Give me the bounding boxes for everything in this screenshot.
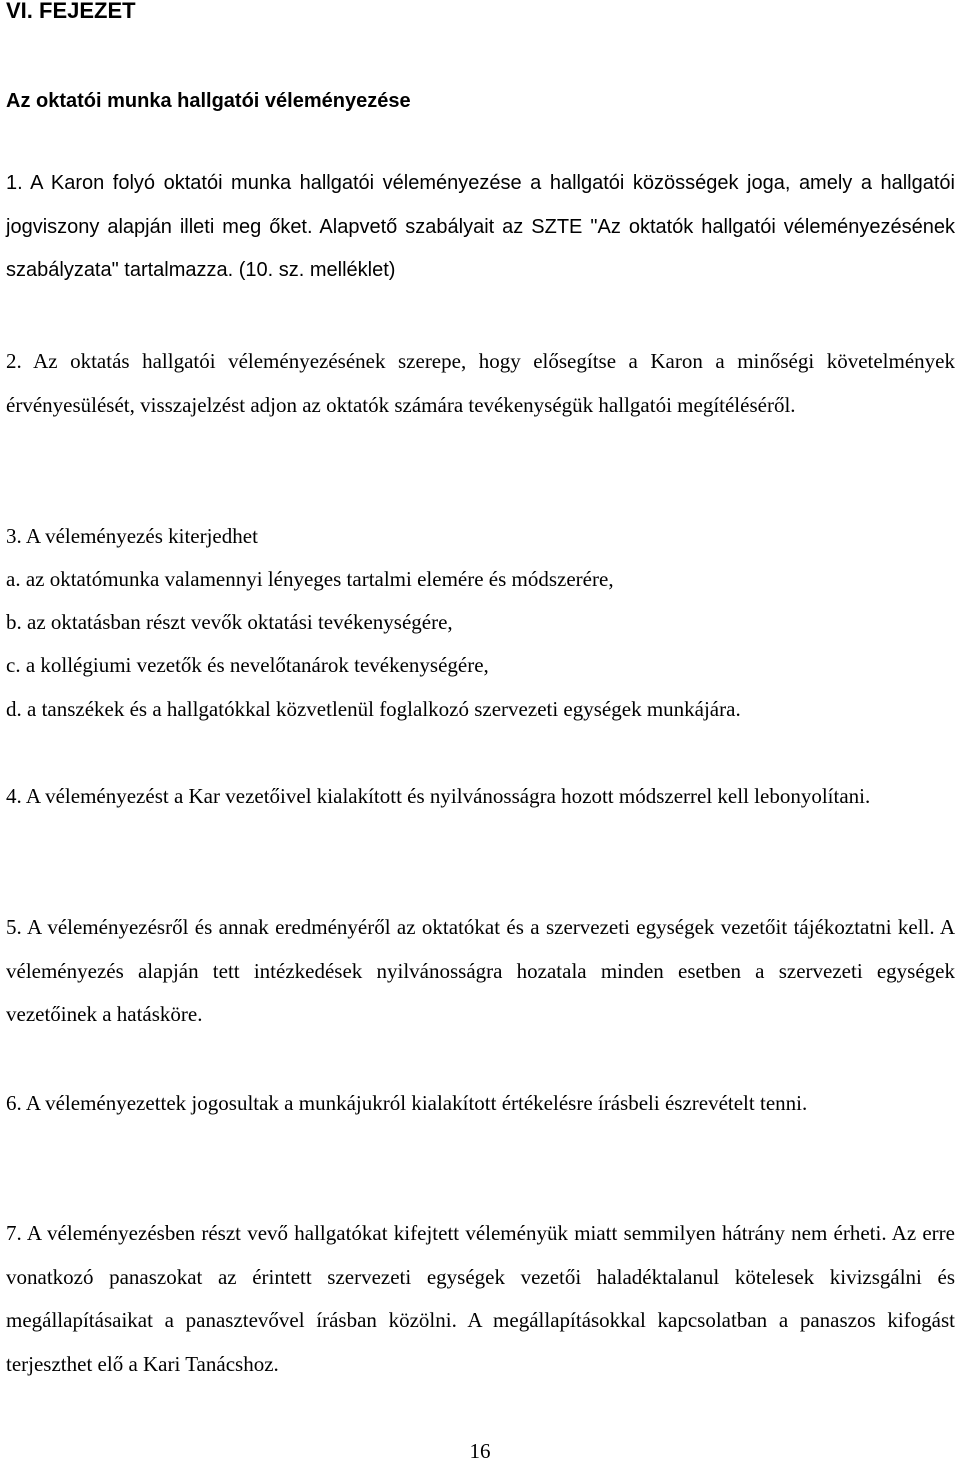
paragraph-1: 1. A Karon folyó oktatói munka hallgatói véleményezése a hallgatói közösségek joga, amely a hallgatói jogviszony alapján illeti meg őket. Alapvető szabályait az SZTE "Az oktatók hallgatói véleményezésének szabályzata" tartalmazza. (10. sz. melléklet) bbox=[6, 172, 955, 281]
paragraph-3-intro: 3. A véleményezés kiterjedhet bbox=[6, 524, 258, 548]
section-title: Az oktatói munka hallgatói véleményezése bbox=[6, 90, 411, 112]
list-item-c: c. a kollégiumi vezetők és nevelőtanárok tevékenységére, bbox=[6, 653, 489, 677]
paragraph-2: 2. Az oktatás hallgatói véleményezésének szerepe, hogy elősegítse a Karon a minőségi követelmények érvényesülését, visszajelzést adjon az oktatók számára tevékenységük hallgatói megítéléséről. bbox=[6, 349, 955, 417]
paragraph-6: 6. A véleményezettek jogosultak a munkájukról kialakított értékelésre írásbeli észrevételt tenni. bbox=[6, 1091, 808, 1115]
page-number: 16 bbox=[469, 1439, 491, 1463]
list-item-a: a. az oktatómunka valamennyi lényeges tartalmi elemére és módszerére, bbox=[6, 567, 614, 591]
paragraph-4: 4. A véleményezést a Kar vezetőivel kialakított és nyilvánosságra hozott módszerrel kell lebonyolítani. bbox=[6, 784, 871, 808]
chapter-heading: VI. FEJEZET bbox=[6, 0, 136, 23]
list-item-b: b. az oktatásban részt vevők oktatási tevékenységére, bbox=[6, 610, 453, 634]
list-item-d: d. a tanszékek és a hallgatókkal közvetlenül foglalkozó szervezeti egységek munkájára. bbox=[6, 697, 741, 721]
paragraph-7: 7. A véleményezésben részt vevő hallgatókat kifejtett véleményük miatt semmilyen hátrány nem érheti. Az erre vonatkozó panaszokat az érintett szervezeti egységek vezetői haladéktalanul kötelesek kivizsgálni és megállapításaikat a panasztevővel írásban közölni. A megállapításokkal kapcsolatban a panaszos kifogást terjeszthet elő a Kari Tanácshoz. bbox=[6, 1221, 955, 1376]
paragraph-5: 5. A véleményezésről és annak eredményéről az oktatókat és a szervezeti egységek vezetőit tájékoztatni kell. A véleményezés alapján tett intézkedések nyilvánosságra hozatala minden esetben a szervezeti egységek vezetőinek a hatásköre. bbox=[6, 915, 955, 1026]
